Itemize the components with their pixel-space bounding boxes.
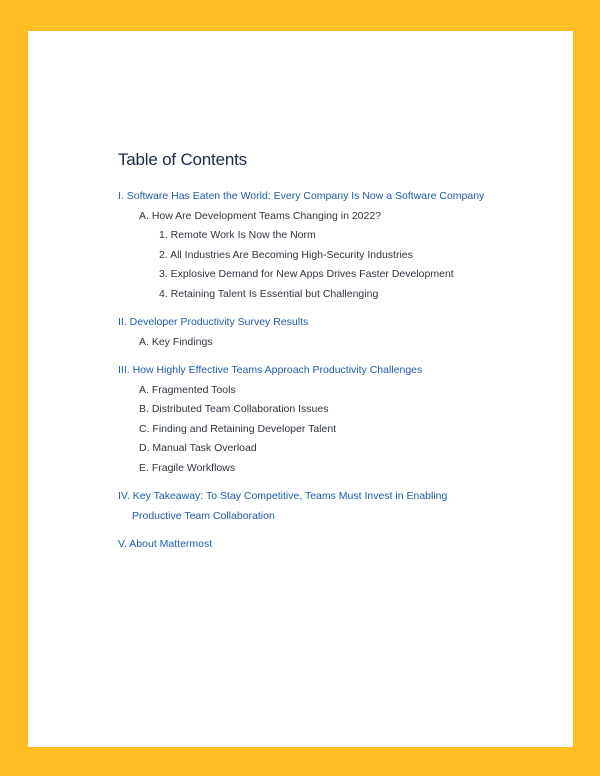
toc-section-4-label: IV. Key Takeaway: To Stay Competitive, Teams Must Invest in Enabling: [118, 490, 448, 502]
toc-subsection-3d[interactable]: D. Manual Task Overload: [139, 442, 257, 454]
toc-subsection-3c[interactable]: C. Finding and Retaining Developer Talent: [139, 422, 337, 435]
toc-item-1a4[interactable]: 4. Retaining Talent Is Essential but Challenging: [159, 287, 379, 300]
toc-subsection-3b[interactable]: B. Distributed Team Collaboration Issues: [139, 403, 329, 415]
toc-item-1a2[interactable]: 2. All Industries Are Becoming High-Security Industries: [159, 248, 413, 261]
toc-subsection-3e[interactable]: E. Fragile Workflows: [139, 461, 236, 474]
toc-title: Table of Contents: [118, 150, 247, 169]
toc-item-1a3[interactable]: 3. Explosive Demand for New Apps Drives Faster Development: [159, 268, 454, 280]
toc-section-2[interactable]: II. Developer Productivity Survey Results: [118, 316, 309, 328]
toc-section-1[interactable]: I. Software Has Eaten the World: Every Company Is Now a Software Company: [118, 190, 485, 202]
toc-section-4-label-continued: Productive Team Collaboration: [132, 509, 275, 522]
toc-subsection-1a[interactable]: A. How Are Development Teams Changing in 2022?: [139, 209, 382, 222]
toc-section-4[interactable]: [118, 487, 558, 526]
toc-subsection-3a[interactable]: A. Fragmented Tools: [139, 383, 236, 396]
toc-section-5[interactable]: V. About Mattermost: [118, 538, 213, 550]
document-page: [28, 31, 573, 747]
table-of-contents: [118, 187, 558, 555]
toc-section-3[interactable]: III. How Highly Effective Teams Approach Productivity Challenges: [118, 364, 423, 376]
toc-item-1a1[interactable]: 1. Remote Work Is Now the Norm: [159, 229, 316, 241]
toc-subsection-2a[interactable]: A. Key Findings: [139, 335, 213, 348]
